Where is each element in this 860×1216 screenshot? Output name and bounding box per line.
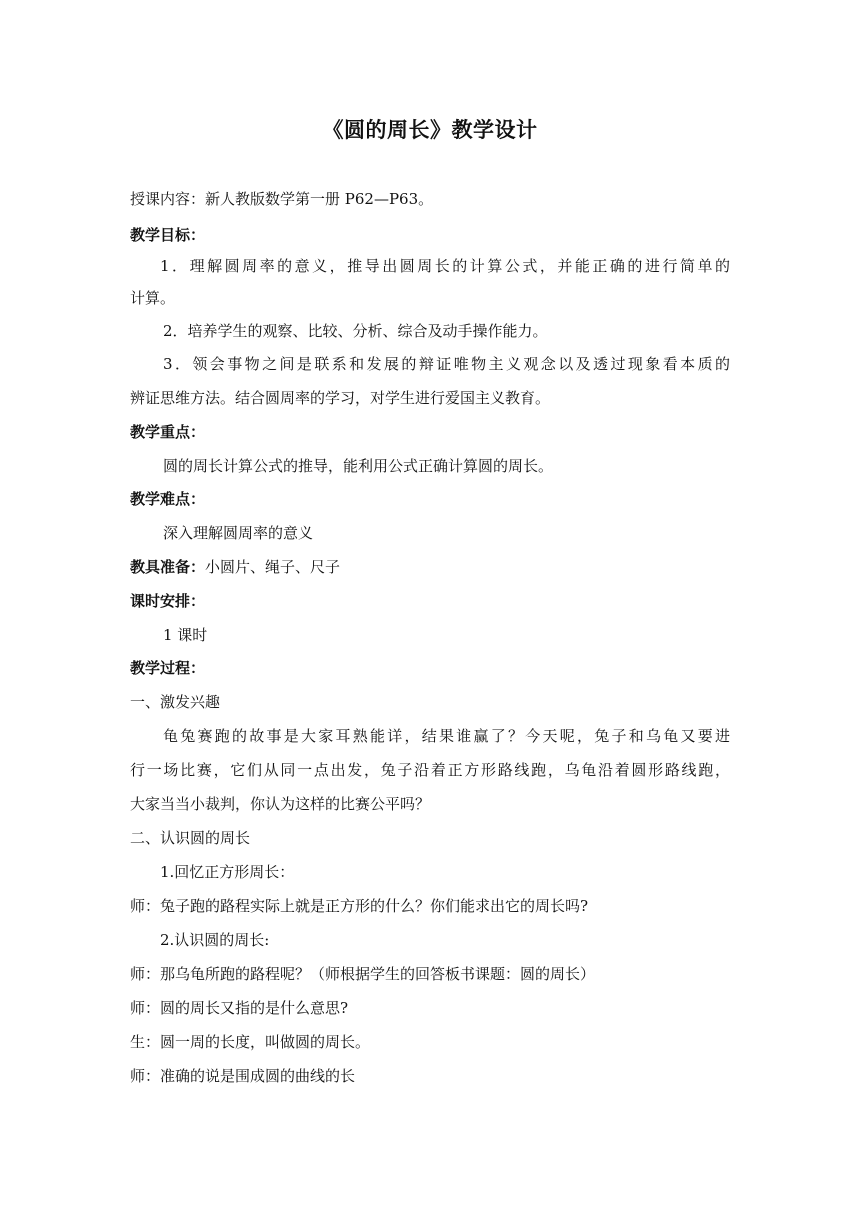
schedule-text: 1 课时 [163,626,208,644]
goal-3-line-1: 3．领会事物之间是联系和发展的辩证唯物主义观念以及透过现象看本质的 [163,355,730,373]
goal-2: 2．培养学生的观察、比较、分析、综合及动手操作能力。 [163,322,548,340]
step-1-title: 1.回忆正方形周长： [160,863,295,881]
key-text: 圆的周长计算公式的推导，能利用公式正确计算圆的周长。 [163,457,554,475]
story-line-2: 行一场比赛，它们从同一点出发，兔子沿着正方形路线跑，乌龟沿着圆形路线跑， [130,761,730,779]
teacher-line-1: 师：兔子跑的路程实际上就是正方形的什么？你们能求出它的周长吗? [130,897,589,915]
section-2-title: 二、认识圆的周长 [130,829,251,847]
teacher-line-2: 师：那乌龟所跑的路程呢？（师根据学生的回答板书课题：圆的周长） [130,965,596,983]
section-1-title: 一、激发兴趣 [130,693,221,711]
difficulty-heading: 教学难点： [130,490,206,508]
schedule-heading: 课时安排： [130,592,206,610]
teacher-line-3: 师：圆的周长又指的是什么意思? [130,999,349,1017]
goals-heading: 教学目标： [130,226,206,244]
tools-row [130,556,730,578]
process-heading: 教学过程： [130,659,206,677]
lesson-content: 授课内容：新人教版数学第一册 P62—P63。 [130,190,434,208]
story-line-3: 大家当当小裁判，你认为这样的比赛公平吗？ [130,795,431,813]
step-2-title: 2.认识圆的周长: [160,931,270,949]
story-line-1: 龟兔赛跑的故事是大家耳熟能详，结果谁赢了？今天呢，兔子和乌龟又要进 [163,727,730,745]
student-line-1: 生：圆一周的长度，叫做圆的周长。 [130,1033,371,1051]
goal-1-line-2: 计算。 [130,289,176,307]
goal-1-line-1: 1．理解圆周率的意义，推导出圆周长的计算公式，并能正确的进行简单的 [160,257,730,275]
tools-heading: 教具准备： [130,558,206,576]
difficulty-text: 深入理解圆周率的意义 [163,524,314,542]
document-title: 《圆的周长》教学设计 [322,118,538,142]
goal-3-line-2: 辨证思维方法。结合圆周率的学习，对学生进行爱国主义教育。 [130,389,551,407]
tools-text: 小圆片、绳子、尺子 [205,558,341,576]
key-heading: 教学重点： [130,423,206,441]
teacher-line-4: 师：准确的说是围成圆的曲线的长 [130,1067,356,1085]
